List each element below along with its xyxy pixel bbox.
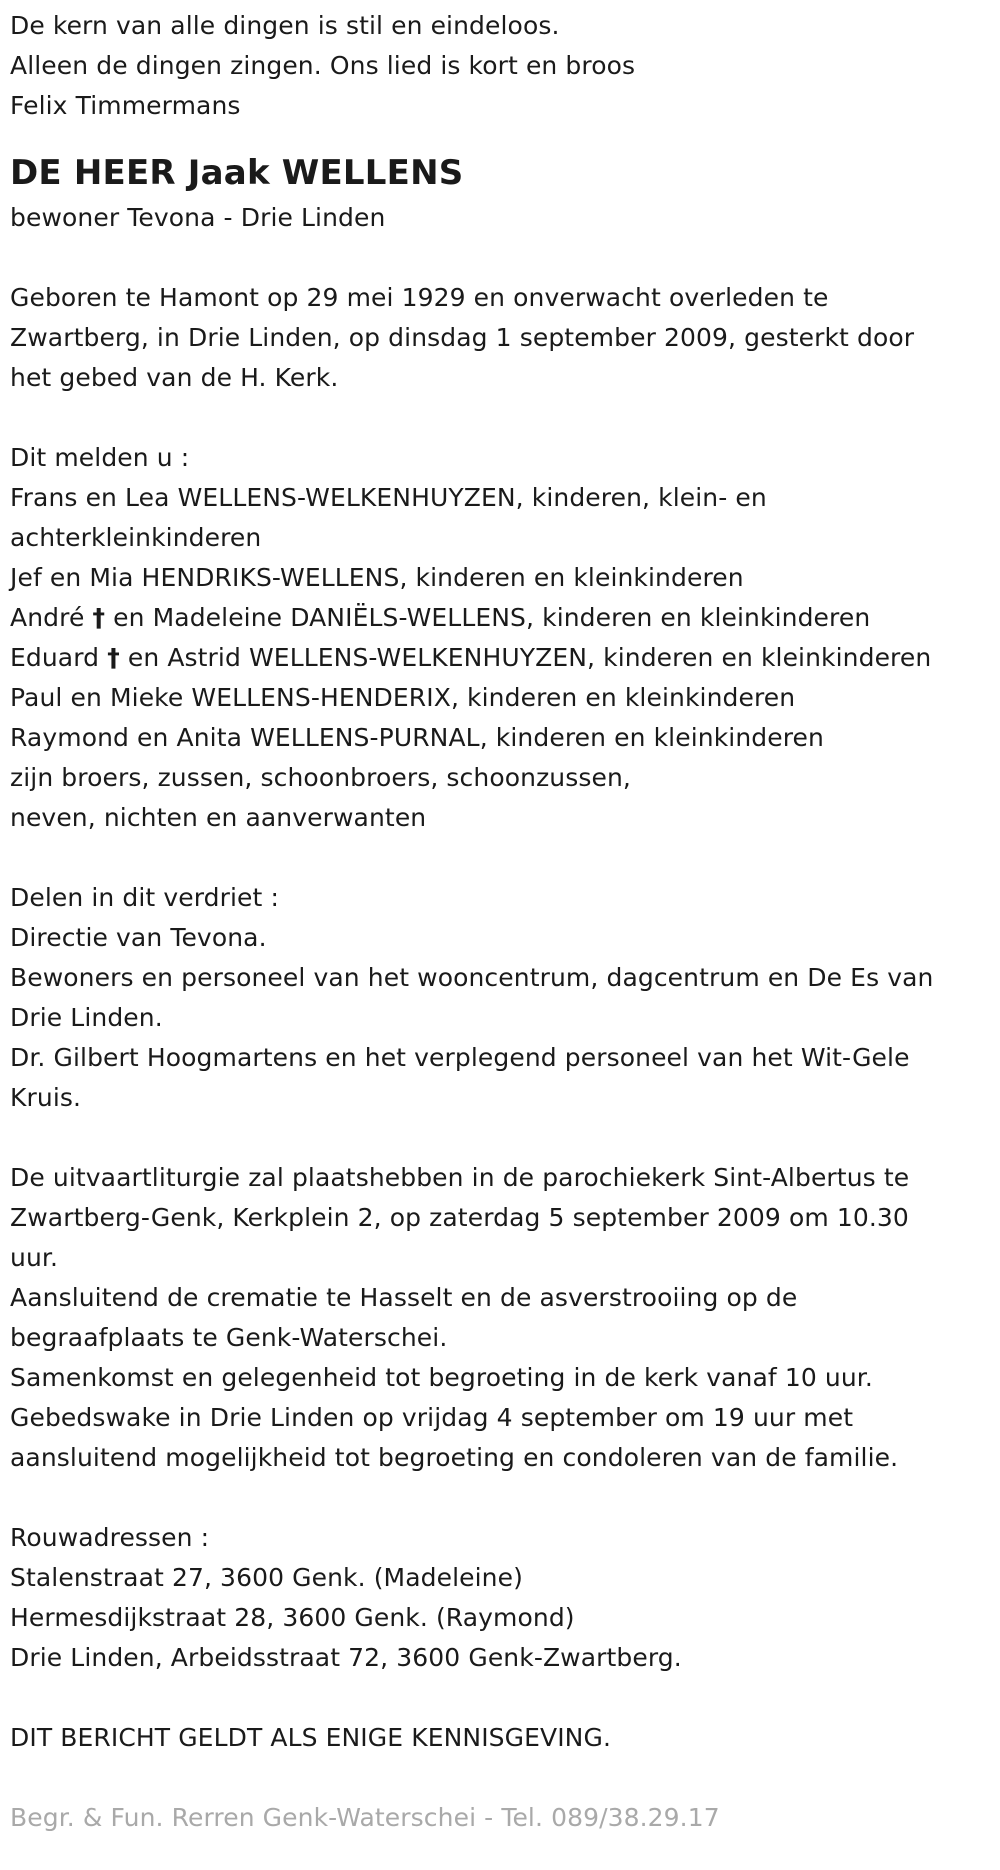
funeral-line: Samenkomst en gelegenheid tot begroeting in de kerk vanaf 10 uur. [10,1363,873,1392]
announcer-line: Paul en Mieke WELLENS-HENDERIX, kinderen en kleinkinderen [10,683,796,712]
sharing-block [10,878,1000,1118]
announcer-line: Frans en Lea WELLENS-WELKENHUYZEN, kinderen, klein- en [10,483,767,512]
spacer [10,238,1000,278]
addresses-heading: Rouwadressen : [10,1523,210,1552]
deceased-name: DE HEER Jaak WELLENS [10,153,464,193]
funeral-block [10,1158,1000,1478]
announcer-text: André [10,603,93,632]
announcer-text: en Madeleine DANIËLS-WELLENS, kinderen en kleinkinderen [105,603,871,632]
announcer-line-andre [10,598,1000,638]
announcer-text: Eduard [10,643,108,672]
sharing-heading: Delen in dit verdriet : [10,883,280,912]
spacer [10,126,1000,148]
announcers-block [10,438,1000,838]
quote-block [10,6,1000,126]
spacer [10,1478,1000,1518]
address-line: Drie Linden, Arbeidsstraat 72, 3600 Genk-Zwartberg. [10,1643,682,1672]
spacer [10,398,1000,438]
cross-icon: † [107,643,120,672]
official-notice: DIT BERICHT GELDT ALS ENIGE KENNISGEVING. [10,1723,611,1752]
quote-line-2: Alleen de dingen zingen. Ons lied is kort en broos [10,51,636,80]
birth-death-line: Zwartberg, in Drie Linden, op dinsdag 1 september 2009, gesterkt door [10,323,915,352]
sharing-line: Directie van Tevona. [10,923,267,952]
sharing-line: Kruis. [10,1083,82,1112]
funeral-line: Zwartberg-Genk, Kerkplein 2, op zaterdag 5 september 2009 om 10.30 [10,1203,909,1232]
spacer [10,1118,1000,1158]
sharing-line: Dr. Gilbert Hoogmartens en het verplegend personeel van het Wit-Gele [10,1043,910,1072]
spacer [10,1758,1000,1798]
announcer-line: Raymond en Anita WELLENS-PURNAL, kinderen en kleinkinderen [10,723,824,752]
spacer [10,838,1000,878]
cross-icon: † [92,603,106,632]
funeral-line: Gebedswake in Drie Linden op vrijdag 4 september om 19 uur met [10,1403,854,1432]
address-line: Hermesdijkstraat 28, 3600 Genk. (Raymond) [10,1603,575,1632]
funeral-line: Aansluitend de crematie te Hasselt en de asverstrooiing op de [10,1283,798,1312]
sharing-line: Drie Linden. [10,1003,163,1032]
deceased-block [10,148,1000,238]
announcer-text: en Astrid WELLENS-WELKENHUYZEN, kinderen en kleinkinderen [119,643,932,672]
addresses-block [10,1518,1000,1678]
sharing-line: Bewoners en personeel van het wooncentrum, dagcentrum en De Es van [10,963,934,992]
address-line: Stalenstraat 27, 3600 Genk. (Madeleine) [10,1563,523,1592]
announcer-line: Jef en Mia HENDRIKS-WELLENS, kinderen en kleinkinderen [10,563,744,592]
birth-death-line: het gebed van de H. Kerk. [10,363,339,392]
funeral-line: aansluitend mogelijkheid tot begroeting en condoleren van de familie. [10,1443,899,1472]
quote-author: Felix Timmermans [10,91,241,120]
birth-death-line: Geboren te Hamont op 29 mei 1929 en onverwacht overleden te [10,283,829,312]
announcer-line: achterkleinkinderen [10,523,262,552]
announcers-heading: Dit melden u : [10,443,190,472]
funeral-line: uur. [10,1243,59,1272]
funeral-line: De uitvaartliturgie zal plaatshebben in de parochiekerk Sint-Albertus te [10,1163,910,1192]
funeral-home-footer: Begr. & Fun. Rerren Genk-Waterschei - Tel. 089/38.29.17 [10,1803,720,1832]
birth-death-block [10,278,1000,398]
announcer-line: zijn broers, zussen, schoonbroers, schoonzussen, [10,763,631,792]
announcer-line: neven, nichten en aanverwanten [10,803,427,832]
quote-line-1: De kern van alle dingen is stil en eindeloos. [10,11,560,40]
funeral-line: begraafplaats te Genk-Waterschei. [10,1323,448,1352]
spacer [10,1678,1000,1718]
announcer-line-eduard [10,638,1000,678]
deceased-residence: bewoner Tevona - Drie Linden [10,203,386,232]
